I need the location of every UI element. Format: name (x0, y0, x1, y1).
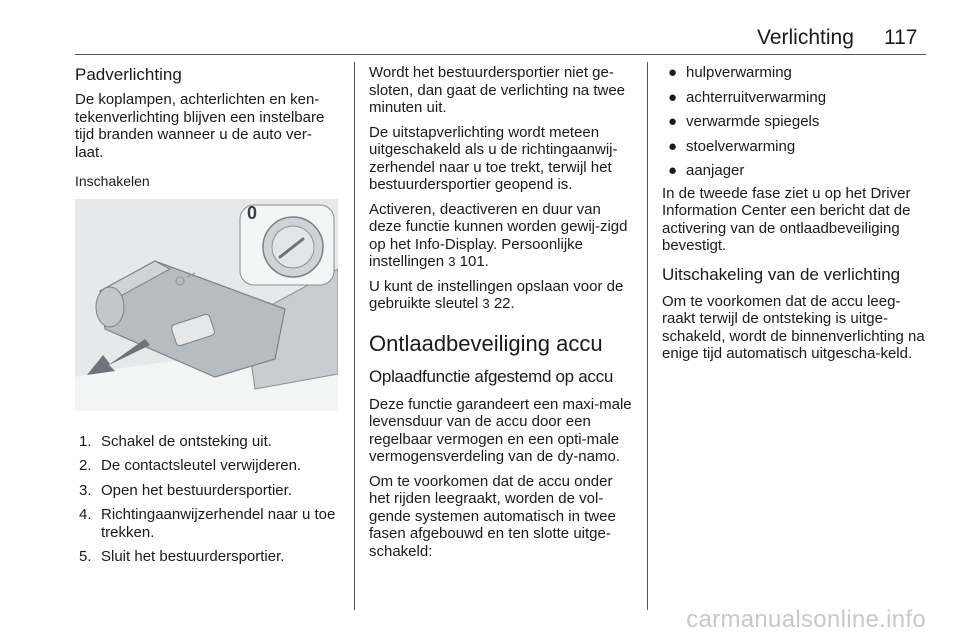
cross-reference-icon: 3 (482, 296, 490, 311)
column-3 (662, 64, 928, 370)
page-title: Verlichting (757, 26, 854, 49)
paragraph: Wordt het bestuurdersportier niet ge-sloten, dan gaat de verlichting na twee minuten uit. (369, 64, 626, 116)
bullet-icon: ● (668, 137, 678, 155)
paragraph-with-reference: Activeren, deactiveren en duur van deze functie kunnen worden gewij-zigd op het Info-Display. Persoonlijke instellingen 3 101. (369, 200, 628, 270)
paragraph-with-reference: U kunt de instellingen opslaan voor de gebruikte sleutel 3 22. (369, 277, 624, 312)
bullet-icon: ● (668, 162, 678, 179)
list-item: 2. De contactsleutel verwijderen. (79, 457, 302, 474)
bullet-icon: ● (668, 64, 678, 81)
page-reference-link[interactable]: 101. (459, 253, 489, 270)
list-item: ● achterruitverwarming (662, 89, 928, 107)
column-1 (75, 64, 339, 573)
subheading-oplaadfunctie: Oplaadfunctie afgestemd op accu (369, 366, 613, 386)
section-heading-ontlaadbeveiliging: Ontlaadbeveiliging accu (369, 330, 603, 356)
steps-list (75, 433, 339, 566)
list-item: 1. Schakel de ontsteking uit. (79, 432, 272, 450)
cross-reference-icon: 3 (448, 254, 456, 269)
watermark: carmanualsonline.info (686, 606, 926, 633)
paragraph: Om te voorkomen dat de accu onder het rijden leegraakt, worden de vol-gende systemen automatisch in twee fasen afgebouwd en ten slotte uitge-schakeld: (369, 472, 616, 560)
subheading-inschakelen: Inschakelen (75, 173, 150, 189)
page-number: 117 (884, 26, 918, 49)
paragraph: In de tweede fase ziet u op het Driver Information Center een bericht dat de activering van de ontlaadbeveiliging bevestigt. (662, 184, 911, 254)
list-item: ● verwarmde spiegels (662, 113, 928, 131)
column-divider-1 (354, 62, 355, 610)
section-heading-uitschakeling: Uitschakeling van de verlichting (662, 264, 901, 284)
list-item: ● hulpverwarming (662, 64, 928, 82)
page-reference-link[interactable]: 22. (493, 295, 515, 312)
paragraph: De uitstapverlichting wordt meteen uitgeschakeld als u de richtingaanwij-zerhendel naar u toe trekt, terwijl het bestuurdersportier geopend is. (369, 123, 618, 193)
list-item: ● aanjager (662, 162, 928, 180)
lever-illustration (75, 199, 338, 411)
list-item: 3. Open het bestuurdersportier. (79, 481, 292, 499)
list-item: 4. Richtingaanwijzerhendel naar u toe trekken. (79, 506, 336, 541)
intro-paragraph: De koplampen, achterlichten en ken-tekenverlichting blijven een instelbare tijd branden wanneer u de auto ver-laat. (75, 91, 325, 161)
paragraph: Deze functie garandeert een maxi-male levensduur van de accu door een regelbaar vermogen en een opti-male vermogensverdeling van de dy-namo. (369, 395, 632, 465)
section-heading-padverlichting: Padverlichting (75, 65, 182, 84)
header-divider (75, 54, 926, 55)
list-item: ● stoelverwarming (662, 138, 928, 156)
bullet-icon: ● (668, 88, 678, 106)
list-item: 5. Sluit het bestuurdersportier. (79, 548, 285, 565)
column-2 (369, 64, 633, 567)
paragraph: Om te voorkomen dat de accu leeg-raakt terwijl de ontsteking is uitge-schakeld, wordt de binnenverlichting na enige tijd automatisch uitgescha-keld. (662, 292, 925, 362)
column-divider-2 (647, 62, 648, 610)
figure-turn-signal-lever (75, 199, 338, 411)
bullet-icon: ● (668, 113, 678, 130)
bullet-list (662, 64, 928, 180)
figure-key-position-label: 0 (247, 202, 258, 223)
